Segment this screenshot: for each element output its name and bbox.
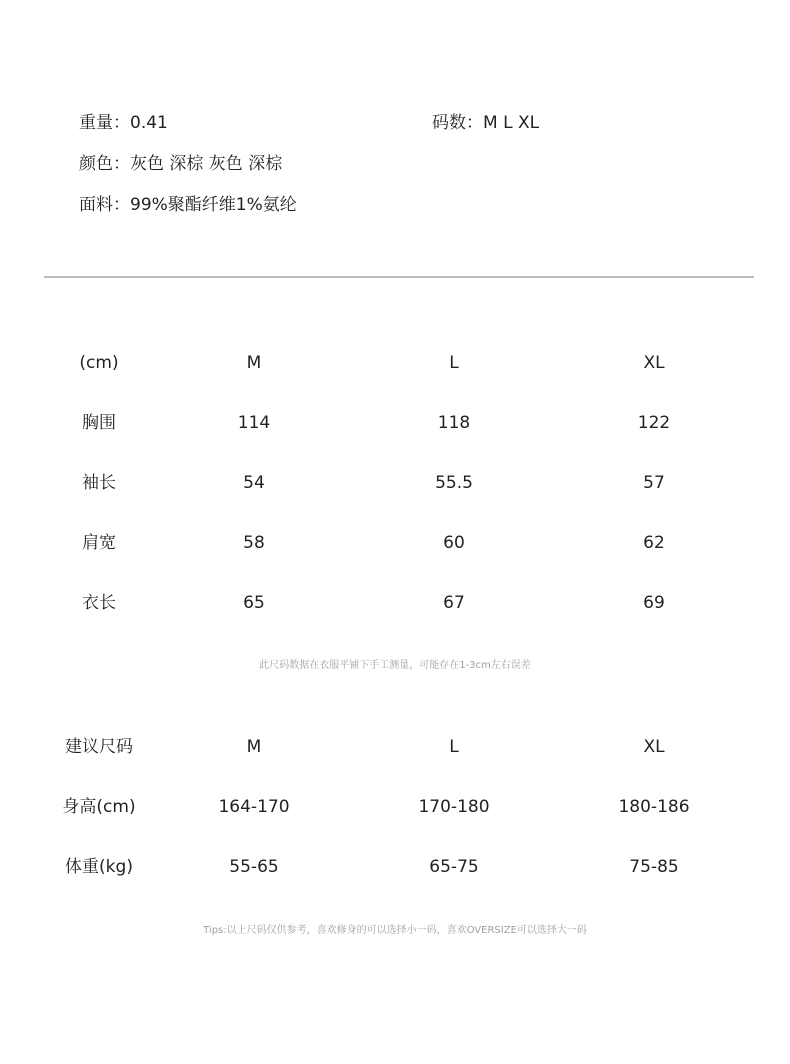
header-cell-m: M: [246, 353, 262, 373]
table-cell: 62: [643, 533, 665, 553]
tips-note: Tips:以上尺码仅供参考，喜欢修身的可以选择小一码，喜欢OVERSIZE可以选择大一码: [203, 925, 587, 936]
table-cell: 114: [237, 413, 271, 433]
table-cell: 57: [643, 473, 665, 493]
row-label-shoulder: 肩宽: [82, 533, 116, 553]
row-label-weight: 体重(kg): [65, 857, 133, 877]
table-row: [0, 471, 790, 495]
table-row: [0, 795, 790, 819]
measurement-note: 此尺码数据在衣服平铺下手工测量，可能存在1-3cm左右误差: [259, 660, 531, 671]
header-cell-l: L: [449, 737, 459, 757]
table-cell: 118: [437, 413, 471, 433]
table-row: [0, 855, 790, 879]
header-cell-recommended: 建议尺码: [65, 737, 133, 757]
table-cell: 180-186: [618, 797, 690, 817]
header-cell-m: M: [246, 737, 262, 757]
weight-info: 重量：0.41: [79, 113, 168, 133]
table-cell: 65-75: [429, 857, 479, 877]
row-label-chest: 胸围: [82, 413, 116, 433]
header-cell-unit: (cm): [79, 353, 119, 373]
table-cell: 65: [243, 593, 265, 613]
table-cell: 54: [243, 473, 265, 493]
table-cell: 55-65: [229, 857, 279, 877]
table-cell: 58: [243, 533, 265, 553]
table-cell: 55.5: [435, 473, 473, 493]
row-label-length: 衣长: [82, 593, 116, 613]
section-divider: [44, 276, 754, 278]
table-cell: 69: [643, 593, 665, 613]
sizes-info: 码数：M L XL: [432, 113, 540, 133]
table-row: [0, 411, 790, 435]
table-cell: 75-85: [629, 857, 679, 877]
colors-info: 颜色：灰色 深棕 灰色 深棕: [79, 154, 283, 174]
row-label-height: 身高(cm): [62, 797, 136, 817]
table-cell: 170-180: [418, 797, 490, 817]
table-row: [0, 591, 790, 615]
table-cell: 122: [637, 413, 671, 433]
header-cell-xl: XL: [643, 737, 665, 757]
table-cell: 67: [443, 593, 465, 613]
row-label-sleeve: 袖长: [82, 473, 116, 493]
table-header-row: [0, 735, 790, 759]
table-header-row: [0, 351, 790, 375]
table-cell: 164-170: [218, 797, 290, 817]
table-cell: 60: [443, 533, 465, 553]
table-row: [0, 531, 790, 555]
fabric-info: 面料：99%聚酯纤维1%氨纶: [79, 195, 297, 215]
header-cell-l: L: [449, 353, 459, 373]
header-cell-xl: XL: [643, 353, 665, 373]
